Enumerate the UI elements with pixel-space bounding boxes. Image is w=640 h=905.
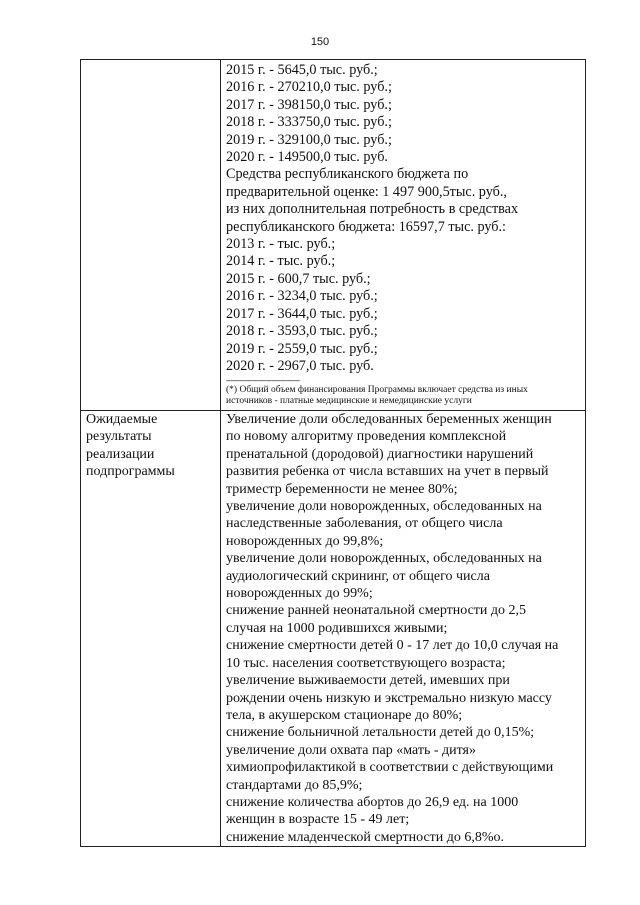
expected-results-label-cell [81,411,221,847]
republican-budget-line: 2015 г. - 600,7 тыс. руб.; [226,270,371,287]
results-line: новорожденных до 99%; [226,586,373,602]
results-line: 10 тыс. населения соответствующего возраста; [226,655,506,671]
footnote-line: источников - платные медицинские и немедицинские услуги [226,396,472,407]
results-line: снижение младенческой смертности до 6,8%о. [226,829,505,845]
results-line: случая на 1000 родившихся живыми; [226,620,448,636]
results-line: увеличение доли новорожденных, обследованных на [226,499,542,515]
results-line: тела, в акушерском стационаре до 80%; [226,707,463,723]
results-line: снижение количества абортов до 26,9 ед. на 1000 [226,794,519,810]
republican-budget-line: 2013 г. - тыс. руб.; [226,236,336,253]
results-line: Увеличение доли обследованных беременных женщин [226,412,552,427]
expected-results-content-cell [221,411,586,847]
results-line: триместр беременности не менее 80%; [226,481,458,497]
funding-year-line: 2015 г. - 5645,0 тыс. руб.; [226,62,378,78]
results-line: стандартами до 85,9%; [226,777,363,793]
results-line: развития ребенка от числа вставших на учет в первый [226,464,549,480]
results-line: рождении очень низкую и экстремально низкую массу [226,690,552,706]
funding-year-line: 2017 г. - 398150,0 тыс. руб.; [226,96,392,113]
funding-year-line: 2020 г. - 149500,0 тыс. руб. [226,149,388,166]
results-line: новорожденных до 99,8%; [226,533,384,549]
results-line: увеличение доли охвата пар «мать - дитя» [226,742,476,758]
republican-budget-line: 2018 г. - 3593,0 тыс. руб.; [226,323,378,340]
funding-year-line: 2018 г. - 333750,0 тыс. руб.; [226,114,392,131]
funding-year-line: 2019 г. - 329100,0 тыс. руб.; [226,131,392,148]
results-line: пренатальной (дородовой) диагностики нарушений [226,446,534,462]
republican-budget-line: из них дополнительная потребность в средствах [226,201,519,218]
republican-budget-line: 2016 г. - 3234,0 тыс. руб.; [226,288,378,305]
program-passport-table [80,59,586,847]
republican-budget-line: Средства республиканского бюджета по [226,166,469,183]
results-line: по новому алгоритму проведения комплексной [226,429,507,445]
results-label-line: реализации [86,446,155,462]
results-label-line: Ожидаемые [86,412,158,427]
republican-budget-line: 2020 г. - 2967,0 тыс. руб. [226,357,374,374]
results-line: аудиологический скрининг, от общего числа [226,568,490,584]
funding-content-cell [221,60,586,411]
results-line: снижение ранней неонатальной смертности до 2,5 [226,603,527,619]
results-line: химиопрофилактикой в соответствии с действующими [226,760,554,776]
footnote-separator: ---------------------------------- [226,376,300,386]
results-line: снижение смертности детей 0 - 17 лет до 10,0 случая на [226,638,559,654]
page-number: 150 [310,36,330,48]
results-label-line: результаты [86,429,152,445]
results-label-line: подпрограммы [86,464,175,480]
expected-results-row [81,411,586,847]
results-line: увеличение доли новорожденных, обследованных на [226,551,542,567]
footnote-line: (*) Общий объем финансирования Программы включает средства из иных [226,385,528,396]
results-line: увеличение выживаемости детей, имевших при [226,673,510,689]
republican-budget-line: 2017 г. - 3644,0 тыс. руб.; [226,305,378,322]
republican-budget-line: 2019 г. - 2559,0 тыс. руб.; [226,340,378,357]
results-line: наследственные заболевания, от общего числа [226,516,503,532]
funding-year-line: 2016 г. - 270210,0 тыс. руб.; [226,79,392,96]
results-line: женщин в возрасте 15 - 49 лет; [226,812,410,828]
funding-label-cell [81,60,221,411]
republican-budget-line: республиканского бюджета: 16597,7 тыс. руб.: [226,218,506,235]
funding-row [81,60,586,411]
republican-budget-line: 2014 г. - тыс. руб.; [226,253,336,270]
results-line: снижение больничной летальности детей до 0,15%; [226,725,535,741]
republican-budget-line: предварительной оценке: 1 497 900,5тыс. руб., [226,183,507,200]
